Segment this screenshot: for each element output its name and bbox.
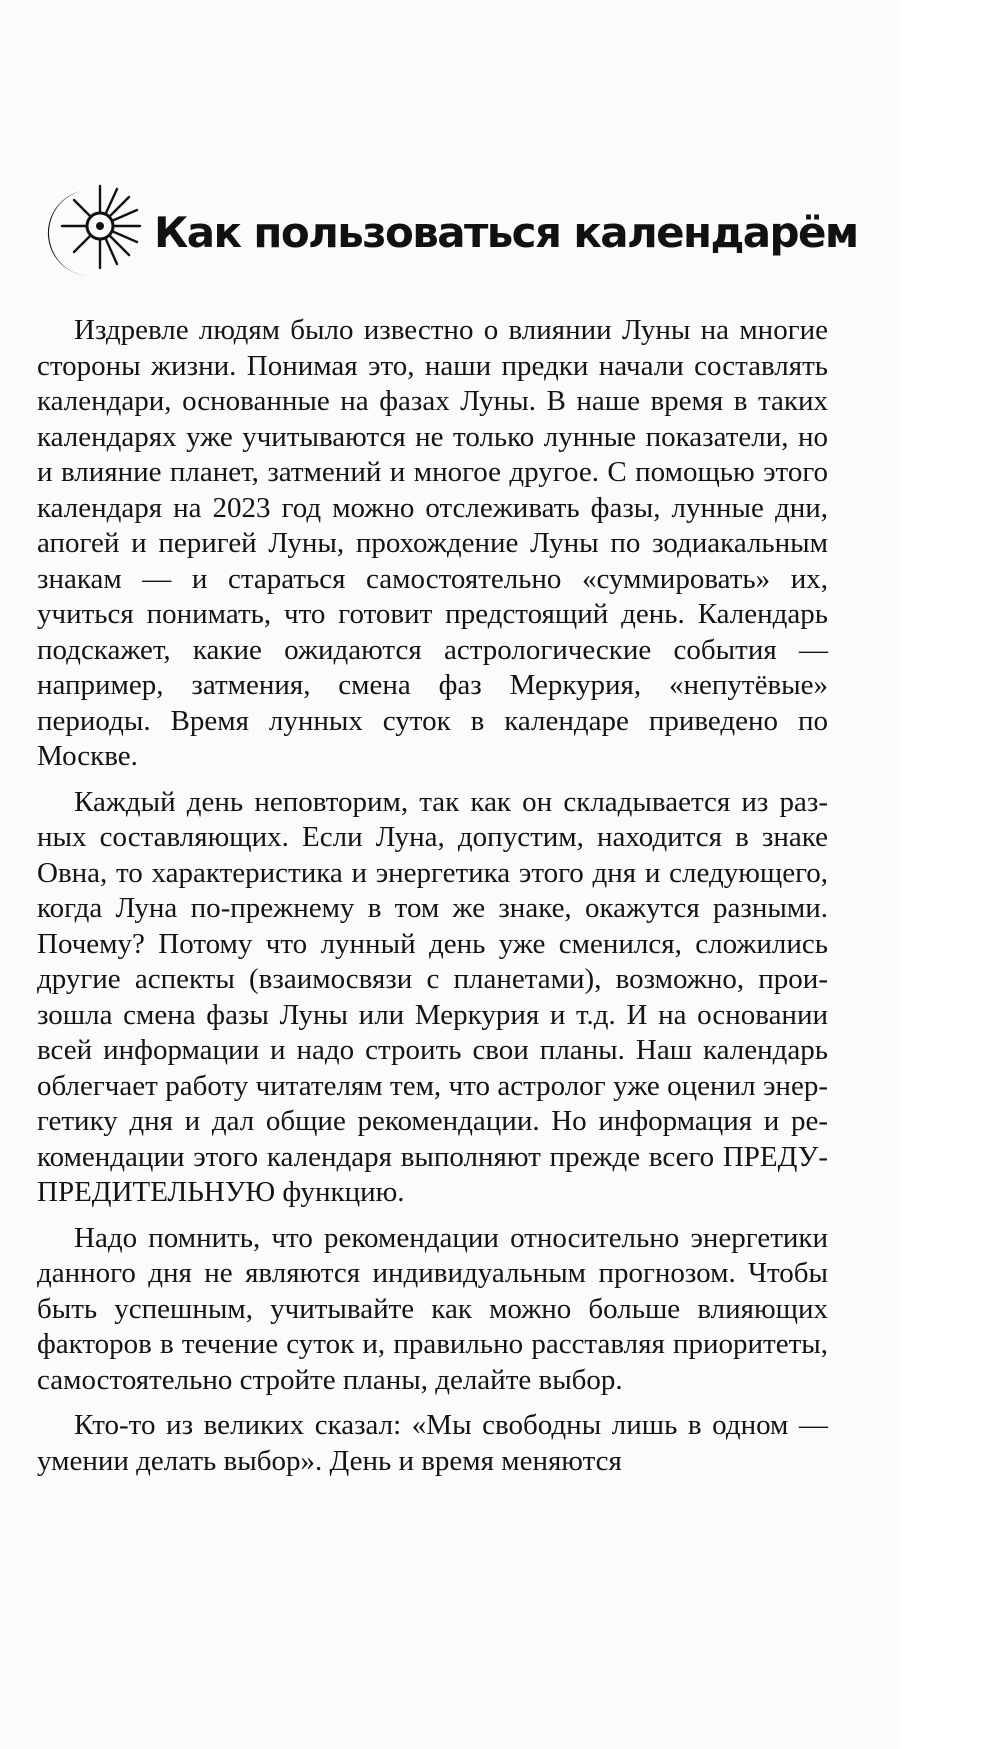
- body-text: [37, 313, 828, 1489]
- moon-sun-icon: [34, 176, 146, 286]
- chapter-heading: [34, 176, 874, 286]
- paragraph: Надо помнить, что рекомендации относительно энергетики данного дня не являются индивидуальным прогнозом. Чтобы быть успешным, учитывайте как можно больше влияющих факторов в течение суток и, правильно расставляя приоритеты, самостоятельно стройте планы, делайте выбор.: [37, 1221, 828, 1396]
- page-title: Как пользоваться календарём: [154, 208, 858, 257]
- paragraph: Каждый день неповторим, так как он складывается из разных составляющих. Если Луна, допустим, находится в знаке Овна, то характеристика и энергетика этого дня и следующего, когда Луна по-прежнему в том же знаке, окажутся разными. Почему? Потому что лунный день уже сменился, сложились другие аспекты (взаимосвязи с планетами), возможно, произошла смена фазы Луны или Меркурия и т.д. И на основании всей информации и надо строить свои планы. Наш календарь облегчает работу читателям тем, что астролог уже оценил энергетику дня и дал общие рекомендации. Но информация и рекомендации этого календаря выполняют прежде всего ПРЕДУПРЕДИТЕЛЬНУЮ функцию.: [37, 785, 828, 1208]
- paragraph: Издревле людям было известно о влиянии Луны на многие стороны жизни. Понимая это, наши предки начали составлять календари, основанные на фазах Луны. В наше время в таких календарях уже учитываются не только лунные показатели, но и влияние планет, затмений и многое другое. С помощью этого календаря на 2023 год можно отслеживать фазы, лунные дни, апогей и перигей Луны, прохождение Луны по зодиакальным знакам — и стараться самостоятельно «суммировать» их, учиться понимать, что готовит предстоящий день. Календарь подскажет, какие ожидаются астрологические события — например, затмения, смена фаз Меркурия, «непутёвые» периоды. Время лунных суток в календаре приведено по Москве.: [37, 314, 828, 772]
- paragraph: Кто-то из великих сказал: «Мы свободны лишь в одном — умении делать выбор». День и время меняются: [37, 1409, 828, 1477]
